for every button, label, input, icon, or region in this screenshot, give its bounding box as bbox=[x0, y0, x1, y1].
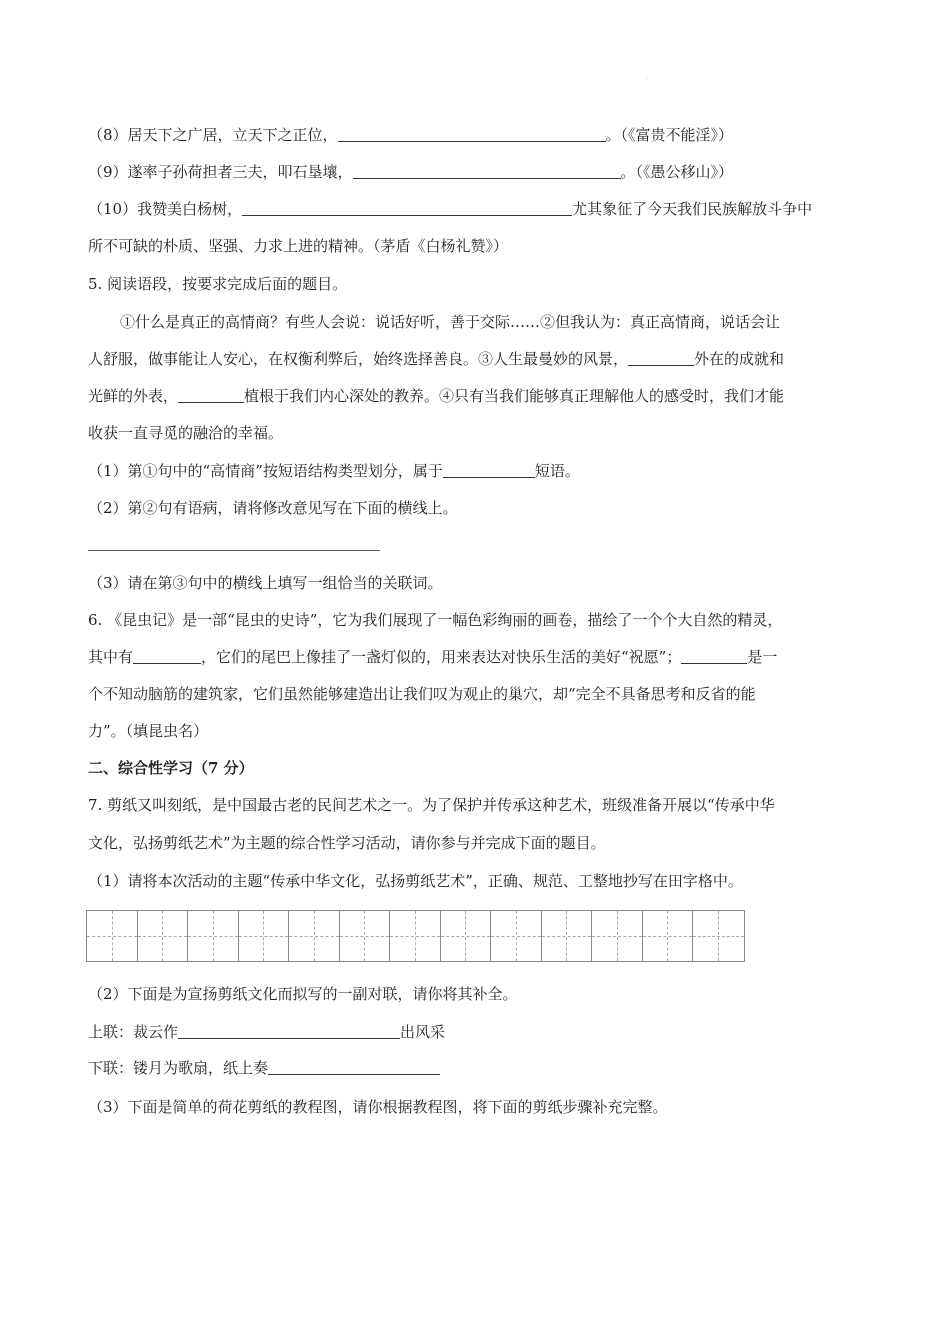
grid-cell[interactable] bbox=[693, 911, 744, 961]
q4-item9-source: 。（《愚公移山》） bbox=[620, 163, 734, 181]
q5-para-line4: 收获一直寻觅的融洽的幸福。 bbox=[88, 424, 284, 442]
q4-item9 bbox=[88, 161, 733, 183]
q4-item10-line2: 所不可缺的朴质、坚强、力求上进的精神。（茅盾《白杨礼赞》） bbox=[88, 237, 509, 255]
couplet-upper-a: 上联：裁云作 bbox=[88, 1023, 179, 1041]
q5-para-line2-a: 人舒服，做事能让人安心，在权衡利弊后，始终选择善良。③人生最曼妙的风景， bbox=[88, 350, 629, 368]
q7-sub1: （1）请将本次活动的主题“传承中华文化，弘扬剪纸艺术”，正确、规范、工整地抄写在田字格中。 bbox=[88, 872, 743, 890]
section-title: 二、综合性学习（7 分） bbox=[88, 759, 254, 777]
q5-para-line3 bbox=[88, 385, 784, 407]
grid-cell[interactable] bbox=[340, 911, 391, 961]
q5-para-line3-a: 光鲜的外表， bbox=[88, 387, 179, 405]
answer-blank[interactable] bbox=[681, 647, 747, 664]
answer-blank[interactable] bbox=[242, 199, 572, 216]
q5-sub3: （3）请在第③句中的横线上填写一组恰当的关联词。 bbox=[88, 574, 443, 592]
answer-blank[interactable] bbox=[353, 162, 621, 179]
grid-cell[interactable] bbox=[542, 911, 593, 961]
answer-blank[interactable] bbox=[628, 349, 694, 366]
q6-line2-b: ，它们的尾巴上像挂了一盏灯似的，用来表达对快乐生活的美好“祝愿”； bbox=[201, 648, 682, 666]
q4-item10-text: （10）我赞美白杨树， bbox=[88, 200, 243, 218]
q4-item8-text: （8）居天下之广居，立天下之正位， bbox=[88, 126, 338, 144]
q5-para-line3-b: 植根于我们内心深处的教养。④只有当我们能够真正理解他人的感受时，我们才能 bbox=[244, 387, 785, 405]
q6-line2 bbox=[88, 646, 777, 668]
q7-sub2: （2）下面是为宣扬剪纸文化而拟写的一副对联，请你将其补全。 bbox=[88, 985, 518, 1003]
q4-item9-text: （9）遂率子孙荷担者三夫，叩石垦壤， bbox=[88, 163, 353, 181]
grid-cell[interactable] bbox=[592, 911, 643, 961]
grid-cell[interactable] bbox=[87, 911, 138, 961]
q7-sub3: （3）下面是简单的荷花剪纸的教程图，请你根据教程图，将下面的剪纸步骤补充完整。 bbox=[88, 1098, 668, 1116]
q5-para-line1: ①什么是真正的高情商？有些人会说：说话好听，善于交际……②但我认为：真正高情商，说话会让 bbox=[120, 313, 781, 331]
grid-cell[interactable] bbox=[491, 911, 542, 961]
q4-item8 bbox=[88, 124, 733, 146]
couplet-upper bbox=[88, 1021, 445, 1043]
q5-para-line2 bbox=[88, 348, 784, 370]
q5-stem: 5. 阅读语段，按要求完成后面的题目。 bbox=[88, 275, 348, 293]
answer-blank[interactable] bbox=[178, 1022, 400, 1039]
q6-line2-c: 是一 bbox=[747, 648, 778, 666]
grid-cell[interactable] bbox=[188, 911, 239, 961]
answer-blank[interactable] bbox=[133, 647, 201, 664]
answer-line[interactable] bbox=[88, 550, 380, 551]
grid-cell[interactable] bbox=[289, 911, 340, 961]
couplet-upper-b: 出风采 bbox=[400, 1023, 446, 1041]
answer-blank[interactable] bbox=[268, 1058, 440, 1075]
answer-blank[interactable] bbox=[178, 386, 244, 403]
grid-cell[interactable] bbox=[138, 911, 189, 961]
q6-line3: 个不知动脑筋的建筑家，它们虽然能够建造出让我们叹为观止的巢穴，却“完全不具备思考和反省的能 bbox=[88, 685, 756, 703]
q6-line1: 6. 《昆虫记》是一部“昆虫的史诗”，它为我们展现了一幅色彩绚丽的画卷，描绘了一个个大自然的精灵， bbox=[88, 611, 783, 629]
grid-cell[interactable] bbox=[441, 911, 492, 961]
q6-line2-a: 其中有 bbox=[88, 648, 134, 666]
q4-item10 bbox=[88, 198, 812, 220]
answer-blank[interactable] bbox=[443, 461, 535, 478]
q4-item8-source: 。（《富贵不能淫》） bbox=[605, 126, 734, 144]
couplet-lower bbox=[88, 1057, 440, 1079]
q5-sub1-suffix: 短语。 bbox=[534, 462, 580, 480]
q5-sub1-text: （1）第①句中的“高情商”按短语结构类型划分，属于 bbox=[88, 462, 443, 480]
grid-cell[interactable] bbox=[390, 911, 441, 961]
answer-blank[interactable] bbox=[338, 125, 606, 142]
q7-line1: 7. 剪纸又叫刻纸，是中国最古老的民间艺术之一。为了保护并传承这种艺术，班级准备开展以“传承中华 bbox=[88, 796, 775, 814]
q5-para-line2-b: 外在的成就和 bbox=[694, 350, 785, 368]
q4-item10-after: 尤其象征了今天我们民族解放斗争中 bbox=[572, 200, 813, 218]
grid-cell[interactable] bbox=[239, 911, 290, 961]
q7-line2: 文化，弘扬剪纸艺术”为主题的综合性学习活动，请你参与并完成下面的题目。 bbox=[88, 834, 606, 852]
q6-line4: 力”。（填昆虫名） bbox=[88, 722, 209, 740]
couplet-lower-a: 下联：镂月为歌扇，纸上奏 bbox=[88, 1059, 269, 1077]
tianzige-grid[interactable] bbox=[86, 910, 745, 962]
q5-sub1 bbox=[88, 460, 580, 482]
q5-sub2: （2）第②句有语病，请将修改意见写在下面的横线上。 bbox=[88, 499, 458, 517]
corner-mark: · bbox=[646, 76, 648, 83]
grid-cell[interactable] bbox=[643, 911, 694, 961]
